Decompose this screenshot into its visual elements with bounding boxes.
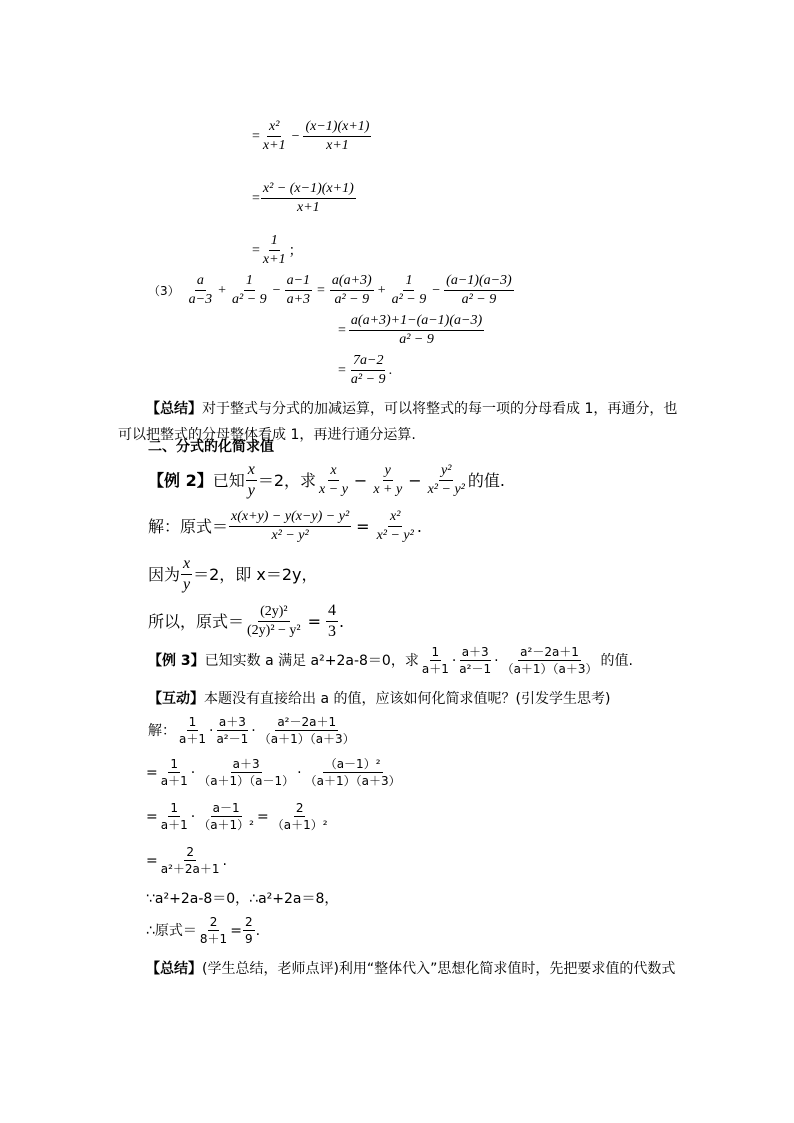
section-heading: 二、分式的化简求值 bbox=[148, 439, 274, 455]
fraction bbox=[181, 556, 192, 593]
numerator: x² bbox=[388, 510, 402, 527]
denominator: a² − 9 bbox=[391, 292, 427, 307]
numerator: 2 bbox=[186, 845, 194, 859]
denominator: x + y bbox=[373, 482, 403, 497]
numerator: (x−1)(x+1) bbox=[303, 120, 371, 137]
step-line-2 bbox=[252, 182, 357, 215]
fraction bbox=[444, 274, 514, 307]
because-line-2: ∵a²+2a-8＝0，∴a²+2a＝8， bbox=[146, 891, 339, 907]
solution3-line-3 bbox=[146, 802, 331, 831]
denominator: a² − 9 bbox=[399, 332, 434, 347]
equals-sign: = bbox=[146, 764, 158, 781]
solution-label: 解： bbox=[148, 722, 176, 739]
equals-sign: = bbox=[146, 852, 158, 869]
denominator: （a＋1）（a－1） bbox=[198, 774, 295, 788]
because-line bbox=[148, 556, 318, 593]
so-label: 所以，原式＝ bbox=[148, 611, 245, 631]
period: . bbox=[339, 611, 345, 631]
numerator: (a−1)(a−3) bbox=[444, 274, 514, 291]
equals-sign: = bbox=[356, 516, 370, 536]
denominator: x+1 bbox=[262, 252, 286, 267]
denominator: a² − 9 bbox=[334, 292, 370, 307]
summary-text: 对于整式与分式的加减运算，可以将整式的每一项的分母看成 1，再通分，也可以把整式的分母整体看成 1，再进行通分运算. bbox=[118, 401, 678, 443]
period: . bbox=[255, 922, 261, 939]
summary-text: (学生总结，老师点评)利用“整体代入”思想化简求值时，先把要求值的代数式 bbox=[202, 961, 676, 977]
numerator: a bbox=[195, 274, 206, 291]
denominator: 9 bbox=[244, 932, 253, 946]
denominator: y bbox=[247, 482, 255, 499]
denominator: a² − 9 bbox=[350, 372, 386, 387]
minus-sign: · bbox=[297, 764, 302, 781]
denominator: （a＋1）（a＋3） bbox=[304, 774, 401, 788]
equals-sign: = bbox=[252, 242, 260, 258]
therefore-line bbox=[146, 916, 260, 945]
denominator: a＋1 bbox=[179, 732, 206, 746]
fraction bbox=[285, 274, 312, 307]
fraction bbox=[229, 510, 351, 543]
denominator: x+1 bbox=[296, 200, 320, 215]
fraction bbox=[261, 234, 288, 267]
summary-2 bbox=[146, 962, 675, 976]
interaction-text: 本题没有直接给出 a 的值，应该如何化简求值呢？(引发学生思考) bbox=[204, 691, 611, 707]
summary-tag: 【总结】 bbox=[146, 961, 202, 977]
step-line-3 bbox=[252, 234, 303, 267]
numerator: 1 bbox=[170, 757, 179, 771]
plus-sign: + bbox=[218, 282, 226, 298]
equals-sign: = bbox=[338, 362, 346, 378]
numerator: 1 bbox=[269, 234, 280, 251]
example-tag: 【例 3】 bbox=[148, 652, 205, 669]
fraction bbox=[303, 758, 403, 787]
part-label: （3） bbox=[148, 283, 180, 298]
fraction bbox=[317, 464, 350, 497]
denominator: a+3 bbox=[286, 292, 311, 307]
equals-sign: = bbox=[317, 282, 325, 298]
minus-sign: − bbox=[432, 282, 441, 298]
denominator: x² − y² bbox=[427, 482, 465, 497]
example-text: 的值. bbox=[467, 470, 505, 490]
fraction bbox=[390, 274, 429, 307]
solution3-line-4 bbox=[146, 846, 227, 875]
fraction bbox=[303, 120, 371, 153]
fraction bbox=[196, 758, 296, 787]
fraction bbox=[375, 510, 416, 543]
so-line bbox=[148, 603, 344, 640]
fraction bbox=[196, 802, 256, 831]
example-text: 已知实数 a 满足 a²+2a-8＝0，求 bbox=[204, 652, 419, 669]
fraction bbox=[159, 802, 190, 831]
fraction bbox=[371, 464, 404, 497]
minus-sign: − bbox=[353, 470, 368, 490]
numerator: 2 bbox=[295, 801, 304, 815]
equals-sign: = bbox=[146, 808, 158, 825]
numerator: 4 bbox=[326, 603, 338, 622]
part3-line-3 bbox=[338, 354, 392, 387]
fraction bbox=[330, 274, 374, 307]
example-text: ＝2，求 bbox=[257, 470, 317, 490]
numerator: a(a+3)+1−(a−1)(a−3) bbox=[349, 314, 484, 331]
numerator: x(x+y) − y(x−y) − y² bbox=[229, 510, 351, 527]
numerator: a−1 bbox=[285, 274, 312, 291]
fraction bbox=[326, 603, 338, 640]
denominator: x+1 bbox=[326, 138, 349, 153]
equals-sign: = bbox=[252, 190, 260, 206]
interaction-tag: 【互动】 bbox=[148, 691, 204, 707]
part3-line-2 bbox=[338, 314, 485, 347]
denominator: a−3 bbox=[188, 292, 213, 307]
numerator: a²－2a＋1 bbox=[520, 645, 579, 659]
denominator: 3 bbox=[328, 623, 337, 640]
fraction bbox=[243, 916, 255, 945]
denominator: a²＋2a＋1 bbox=[160, 862, 220, 876]
numerator: y² bbox=[439, 464, 453, 481]
numerator: x² bbox=[267, 120, 281, 137]
equals-sign: = bbox=[230, 922, 242, 939]
numerator: a(a+3) bbox=[330, 274, 374, 291]
numerator: 1 bbox=[170, 801, 179, 815]
solution-line bbox=[148, 510, 422, 543]
numerator: (2y)² bbox=[258, 605, 290, 622]
example-3 bbox=[148, 646, 633, 675]
denominator: x² − y² bbox=[376, 528, 414, 543]
example-text: 已知 bbox=[212, 470, 245, 490]
minus-sign: · bbox=[209, 722, 214, 739]
because-label: 因为 bbox=[148, 564, 181, 584]
numerator: 2 bbox=[209, 915, 218, 929]
numerator: 1 bbox=[431, 645, 440, 659]
numerator: x² − (x−1)(x+1) bbox=[261, 182, 356, 199]
period: . bbox=[388, 362, 393, 378]
minus-sign: · bbox=[251, 722, 256, 739]
semicolon: ； bbox=[288, 242, 303, 259]
example-2 bbox=[148, 462, 505, 499]
fraction bbox=[187, 274, 214, 307]
fraction bbox=[420, 646, 451, 675]
plus-sign: + bbox=[377, 282, 386, 298]
minus-sign: − bbox=[291, 128, 300, 144]
numerator: a＋3 bbox=[461, 645, 489, 659]
numerator: 1 bbox=[403, 274, 414, 291]
denominator: a²－1 bbox=[459, 662, 492, 676]
fraction bbox=[159, 758, 190, 787]
solution3-line-2 bbox=[146, 758, 404, 787]
therefore-label: ∴原式＝ bbox=[146, 922, 197, 939]
minus-sign: · bbox=[190, 808, 196, 825]
example-tag: 【例 2】 bbox=[148, 470, 213, 490]
fraction bbox=[457, 646, 493, 675]
denominator: （a＋1）（a＋3） bbox=[258, 732, 355, 746]
numerator: 2 bbox=[244, 915, 253, 929]
fraction bbox=[349, 354, 388, 387]
denominator: a＋1 bbox=[421, 662, 449, 676]
numerator: x bbox=[246, 462, 257, 481]
denominator: a＋1 bbox=[160, 774, 188, 788]
numerator: y bbox=[383, 464, 393, 481]
period: . bbox=[222, 852, 227, 869]
fraction bbox=[214, 716, 250, 745]
numerator: x bbox=[328, 464, 338, 481]
minus-sign: − bbox=[272, 282, 281, 298]
fraction bbox=[261, 182, 356, 215]
fraction bbox=[177, 716, 208, 745]
equals-sign: = bbox=[307, 611, 322, 631]
minus-sign: − bbox=[408, 470, 422, 490]
fraction bbox=[246, 462, 257, 499]
denominator: y bbox=[183, 576, 191, 593]
denominator: 8＋1 bbox=[199, 932, 228, 946]
fraction bbox=[198, 916, 229, 945]
fraction bbox=[245, 605, 303, 638]
denominator: (2y)² − y² bbox=[247, 623, 301, 638]
denominator: a＋1 bbox=[160, 818, 188, 832]
denominator: x − y bbox=[319, 482, 348, 497]
numerator: a＋3 bbox=[232, 757, 260, 771]
period: . bbox=[416, 516, 422, 536]
denominator: a² − 9 bbox=[232, 292, 267, 307]
interaction-line bbox=[148, 692, 610, 706]
equals-sign: = bbox=[252, 128, 260, 144]
solution3-line-1 bbox=[148, 716, 358, 745]
denominator: x+1 bbox=[262, 138, 286, 153]
numerator: a－1 bbox=[212, 801, 240, 815]
denominator: a²－1 bbox=[216, 732, 249, 746]
equals-sign: = bbox=[257, 808, 269, 825]
minus-sign: · bbox=[494, 652, 499, 669]
equals-sign: = bbox=[338, 322, 346, 338]
denominator: （a＋1）（a＋3） bbox=[501, 662, 598, 676]
solution-label: 解：原式＝ bbox=[148, 516, 229, 536]
minus-sign: · bbox=[190, 764, 196, 781]
denominator: （a＋1）² bbox=[271, 818, 328, 832]
example-text: 的值. bbox=[600, 652, 633, 669]
part3-line-1 bbox=[148, 274, 515, 307]
fraction bbox=[270, 802, 330, 831]
numerator: x bbox=[181, 556, 192, 575]
fraction bbox=[159, 846, 222, 875]
denominator: （a＋1）² bbox=[198, 818, 254, 832]
numerator: 7a−2 bbox=[351, 354, 385, 371]
numerator: （a－1）² bbox=[324, 757, 381, 771]
because-text: ＝2，即 x＝2y， bbox=[193, 564, 318, 584]
minus-sign: · bbox=[451, 652, 457, 669]
fraction bbox=[426, 464, 467, 497]
fraction bbox=[261, 120, 288, 153]
step-line-1 bbox=[252, 120, 372, 153]
denominator: a² − 9 bbox=[461, 292, 497, 307]
summary-tag: 【总结】 bbox=[146, 401, 202, 417]
numerator: a²－2a＋1 bbox=[277, 715, 337, 729]
numerator: 1 bbox=[244, 274, 255, 291]
numerator: a＋3 bbox=[218, 715, 246, 729]
denominator: x² − y² bbox=[271, 528, 309, 543]
numerator: 1 bbox=[188, 715, 197, 729]
fraction bbox=[349, 314, 484, 347]
fraction bbox=[500, 646, 600, 675]
fraction bbox=[230, 274, 269, 307]
fraction bbox=[257, 716, 357, 745]
